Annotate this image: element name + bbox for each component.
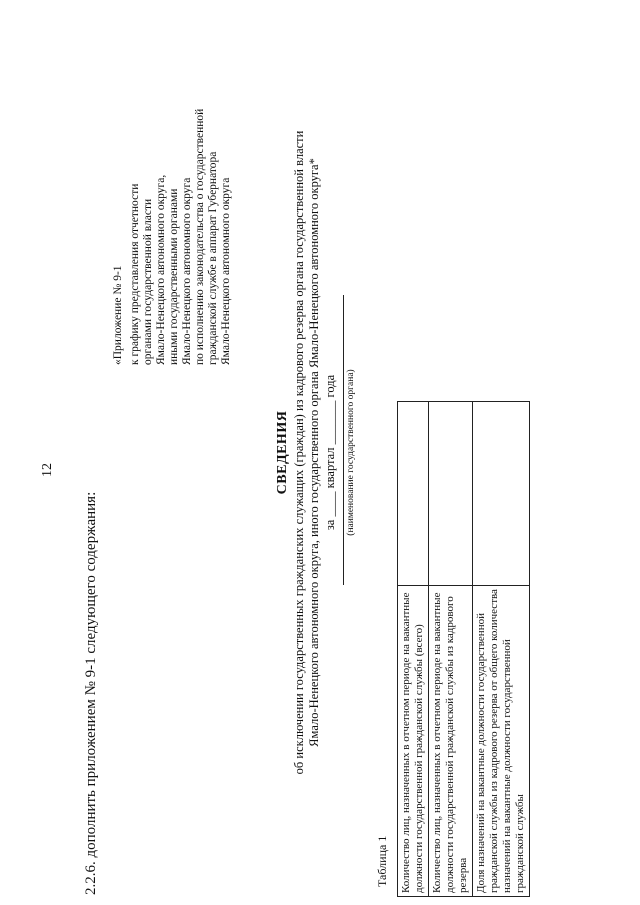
appendix-line: органами государственной власти xyxy=(142,198,154,365)
appendix-line: к графику представления отчетности xyxy=(129,183,141,365)
heading-line: Ямало-Ненецкого автономного округа, иного государственного органа Ямало-Ненецкого автономного округа* xyxy=(307,158,321,747)
appendix-title: «Приложение № 9-1 xyxy=(112,265,124,365)
appendix-line: Ямало-Ненецкого автономного округа xyxy=(220,177,232,365)
table-cell-label xyxy=(473,586,530,897)
cell-text-line: должности государственной гражданской службы из кадрового xyxy=(444,596,456,893)
data-table xyxy=(397,401,530,897)
table-row xyxy=(398,402,429,897)
appendix-line: по исполнению законодательства о государственной xyxy=(194,108,206,365)
table-caption: Таблица 1 xyxy=(375,835,389,887)
intro-paragraph: 2.2.6. дополнить приложением № 9-1 следующего содержания: xyxy=(83,491,99,895)
appendix-line: иными государственными органами xyxy=(168,188,180,365)
table-cell-label xyxy=(429,586,473,897)
organization-underline xyxy=(343,295,344,585)
page-number: 12 xyxy=(40,463,55,477)
organization-caption: (наименование государственного органа) xyxy=(346,369,356,536)
heading-line: об исключении государственных гражданских служащих (граждан) из кадрового резерва органа государственной власти xyxy=(292,130,306,775)
table-cell-value xyxy=(473,402,530,586)
table-cell-value xyxy=(398,402,429,586)
document-title: СВЕДЕНИЯ xyxy=(275,410,290,495)
table-row xyxy=(429,402,473,897)
appendix-line: гражданской службе в аппарат Губернатора xyxy=(207,151,219,365)
cell-text-line: Доля назначений на вакантные должности государственной xyxy=(475,613,487,893)
table-cell-label xyxy=(398,586,429,897)
cell-text-line: гражданской службы из кадрового резерва от общего количества xyxy=(488,589,500,893)
cell-text-line: гражданской службы xyxy=(514,794,526,893)
cell-text-line: Количество лиц, назначенных в отчетном периоде на вакантные xyxy=(431,592,443,893)
cell-text-line: назначений на вакантные должности государственной xyxy=(501,639,513,893)
appendix-block xyxy=(112,109,233,365)
cell-text-line: Количество лиц, назначенных в отчетном периоде на вакантные xyxy=(400,592,412,893)
reporting-period-line: за ____ квартал _______ года xyxy=(323,374,337,531)
table-cell-value xyxy=(429,402,473,586)
appendix-line: Ямало-Ненецкого автономного округа, xyxy=(155,174,167,365)
table-row xyxy=(473,402,530,897)
cell-text-line: резерва xyxy=(457,857,469,893)
cell-text-line: должности государственной гражданской службы (всего) xyxy=(413,624,425,893)
appendix-line: Ямало-Ненецкого автономного округа xyxy=(181,177,193,365)
